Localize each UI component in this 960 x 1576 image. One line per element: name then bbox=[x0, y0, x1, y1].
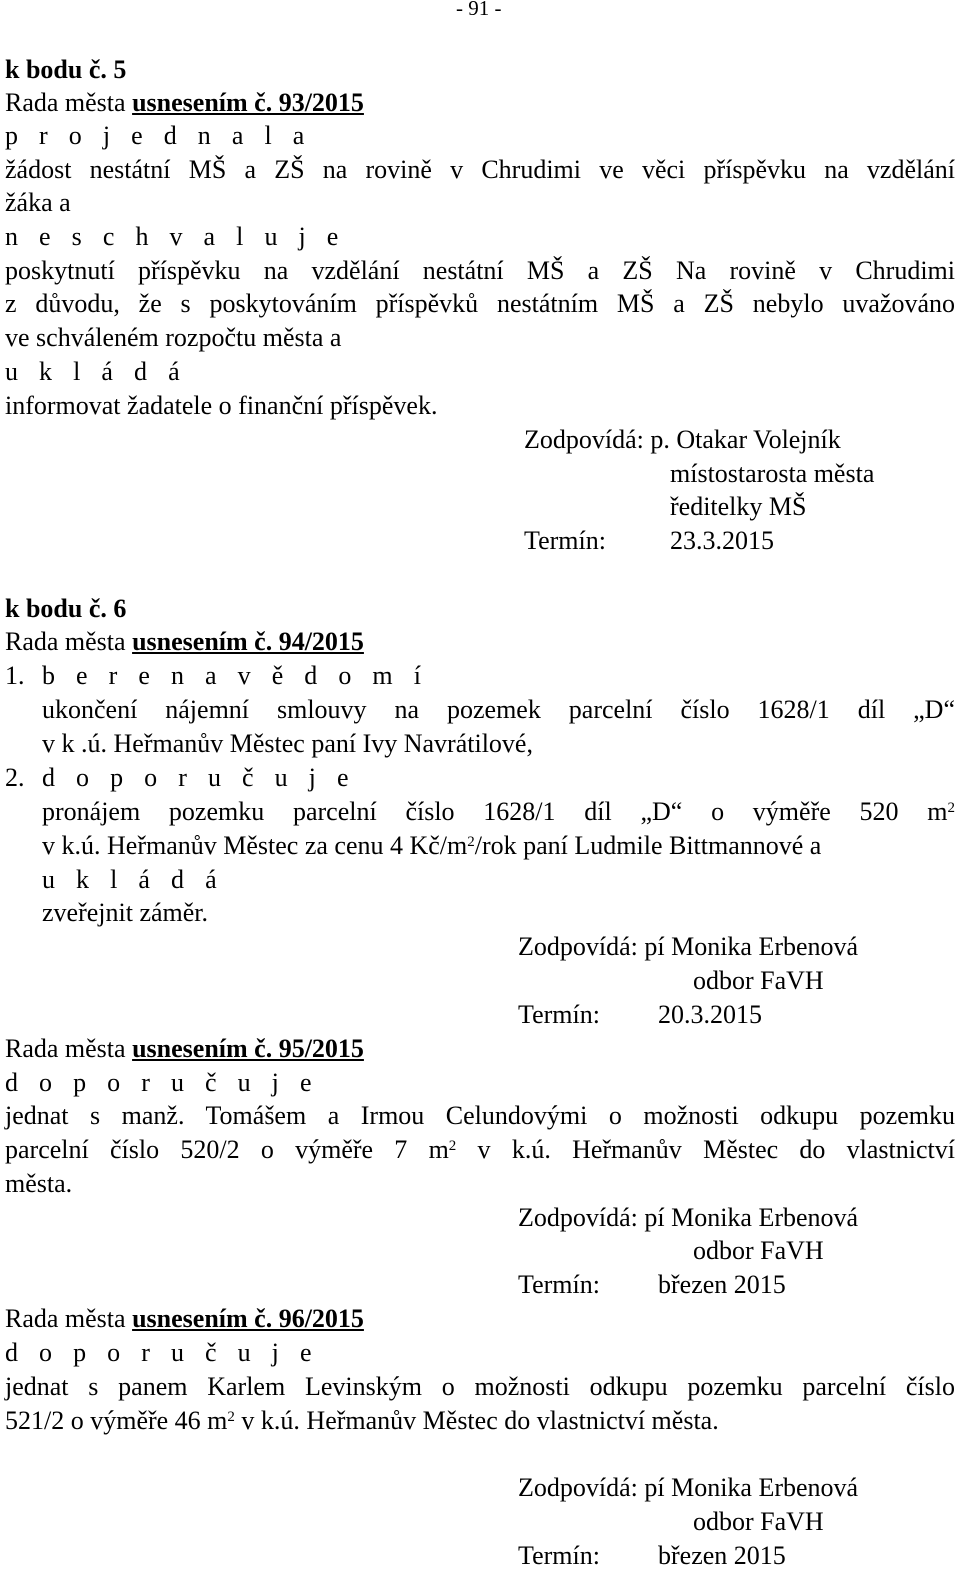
verb-projednala: p r o j e d n a l a bbox=[5, 121, 312, 150]
text-line: jednat s manž. Tomášem a Irmou Celundovými o možnosti odkupu pozemku bbox=[5, 1101, 955, 1130]
responsible-role: místostarosta města bbox=[670, 459, 875, 488]
text-line: města. bbox=[5, 1169, 73, 1198]
text-line bbox=[5, 1406, 719, 1436]
resolution-title-95 bbox=[5, 1034, 364, 1064]
text-line bbox=[5, 1135, 955, 1165]
superscript: 2 bbox=[947, 800, 955, 816]
term-date: březen 2015 bbox=[658, 1541, 786, 1570]
text-line bbox=[42, 831, 821, 861]
section-heading-5: k bodu č. 5 bbox=[5, 55, 127, 84]
text-fragment: pronájem pozemku parcelní číslo 1628/1 díl „D“ o výměře 520 m bbox=[42, 797, 948, 826]
term-date: březen 2015 bbox=[658, 1270, 786, 1299]
text-fragment: v k.ú. Heřmanův Městec do vlastnictví města. bbox=[234, 1406, 719, 1435]
resolution-title-94 bbox=[5, 627, 364, 657]
verb-bere-na-vedomi: b e r e n a v ě d o m í bbox=[42, 661, 429, 690]
term-label: Termín: bbox=[518, 1000, 600, 1029]
verb-uklada: u k l á d á bbox=[42, 865, 224, 894]
responsible-role: odbor FaVH bbox=[693, 1236, 824, 1265]
superscript: 2 bbox=[467, 834, 475, 850]
responsible-person: Zodpovídá: pí Monika Erbenová bbox=[518, 1203, 859, 1232]
text-line: jednat s panem Karlem Levinským o možnosti odkupu pozemku parcelní číslo bbox=[5, 1372, 955, 1401]
verb-doporucuje: d o p o r u č u j e bbox=[42, 763, 356, 792]
council-label: Rada města bbox=[5, 627, 133, 656]
item-number: 1. bbox=[5, 661, 25, 690]
term-label: Termín: bbox=[518, 1270, 600, 1299]
text-line: poskytnutí příspěvku na vzdělání nestátní MŠ a ZŠ Na rovině v Chrudimi bbox=[5, 256, 955, 285]
responsible-person: Zodpovídá: pí Monika Erbenová bbox=[518, 932, 859, 961]
superscript: 2 bbox=[227, 1409, 235, 1425]
term-label: Termín: bbox=[524, 526, 606, 555]
verb-doporucuje: d o p o r u č u j e bbox=[5, 1338, 319, 1367]
section-heading-6: k bodu č. 6 bbox=[5, 594, 127, 623]
text-line: ukončení nájemní smlouvy na pozemek parcelní číslo 1628/1 díl „D“ bbox=[42, 695, 955, 724]
text-line: v k .ú. Heřmanův Městec paní Ivy Navrátilové, bbox=[42, 729, 533, 758]
responsible-role: ředitelky MŠ bbox=[670, 492, 807, 521]
text-fragment: v k.ú. Heřmanův Městec za cenu 4 Kč/m bbox=[42, 831, 468, 860]
text-fragment: /rok paní Ludmile Bittmannové a bbox=[474, 831, 822, 860]
text-line: zveřejnit záměr. bbox=[42, 898, 209, 927]
verb-doporucuje: d o p o r u č u j e bbox=[5, 1068, 319, 1097]
term-date: 23.3.2015 bbox=[670, 526, 774, 555]
text-line bbox=[42, 797, 955, 827]
responsible-role: odbor FaVH bbox=[693, 1507, 824, 1536]
text-line: žáka a bbox=[5, 188, 71, 217]
council-label: Rada města bbox=[5, 1304, 133, 1333]
text-fragment: 521/2 o výměře 46 m bbox=[5, 1406, 228, 1435]
text-line: informovat žadatele o finanční příspěvek. bbox=[5, 391, 438, 420]
text-line: ve schváleném rozpočtu města a bbox=[5, 323, 342, 352]
text-fragment: parcelní číslo 520/2 o výměře 7 m bbox=[5, 1135, 449, 1164]
responsible-role: odbor FaVH bbox=[693, 966, 824, 995]
verb-uklada: u k l á d á bbox=[5, 357, 187, 386]
superscript: 2 bbox=[448, 1138, 457, 1154]
term-date: 20.3.2015 bbox=[658, 1000, 762, 1029]
resolution-number: usnesením č. 93/2015 bbox=[132, 88, 364, 117]
resolution-title-93 bbox=[5, 88, 364, 118]
term-label: Termín: bbox=[518, 1541, 600, 1570]
text-line: žádost nestátní MŠ a ZŠ na rovině v Chrudimi ve věci příspěvku na vzdělání bbox=[5, 155, 955, 184]
council-label: Rada města bbox=[5, 88, 133, 117]
text-fragment: v k.ú. Heřmanův Městec do vlastnictví bbox=[456, 1135, 955, 1164]
verb-neschvaluje: n e s c h v a l u j e bbox=[5, 222, 346, 251]
responsible-person: Zodpovídá: pí Monika Erbenová bbox=[518, 1473, 859, 1502]
resolution-title-96 bbox=[5, 1304, 364, 1334]
item-number: 2. bbox=[5, 763, 25, 792]
council-label: Rada města bbox=[5, 1034, 133, 1063]
resolution-number: usnesením č. 94/2015 bbox=[132, 627, 364, 656]
resolution-number: usnesením č. 95/2015 bbox=[132, 1034, 364, 1063]
responsible-person: Zodpovídá: p. Otakar Volejník bbox=[524, 425, 841, 454]
resolution-number: usnesením č. 96/2015 bbox=[132, 1304, 364, 1333]
text-line: z důvodu, že s poskytováním příspěvků nestátním MŠ a ZŠ nebylo uvažováno bbox=[5, 289, 955, 318]
page-number: - 91 - bbox=[456, 0, 502, 20]
